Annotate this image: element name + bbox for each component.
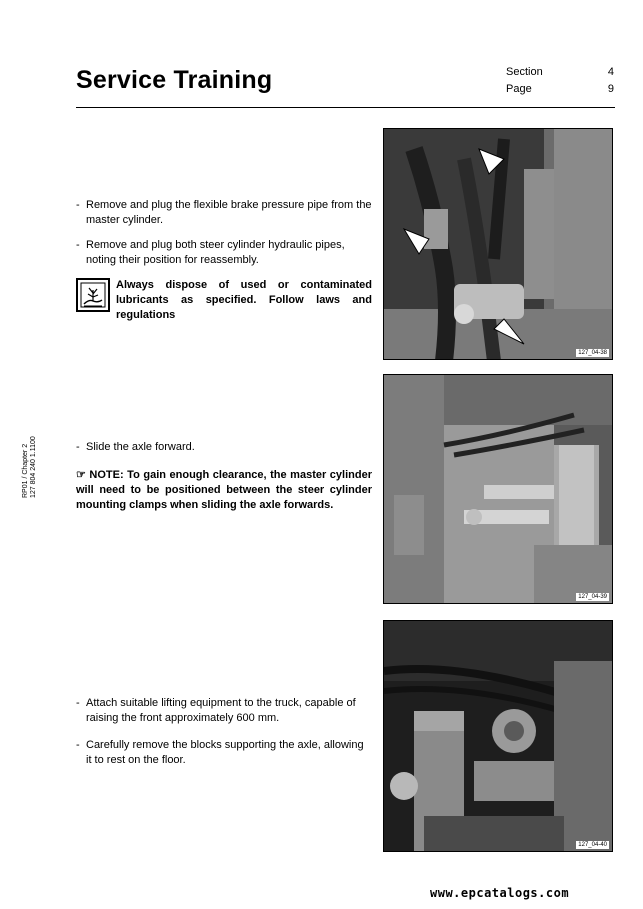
step-text: Slide the axle forward. xyxy=(86,441,195,453)
environment-hazard-icon xyxy=(76,278,110,312)
list-item: - Remove and plug both steer cylinder hydraulic pipes, noting their position for reassembly. xyxy=(76,238,372,268)
section-number: 4 xyxy=(607,66,614,78)
step-text: Carefully remove the blocks supporting the axle, allowing it to rest on the floor. xyxy=(86,739,364,766)
document-reference xyxy=(22,428,84,498)
photo-code: 127_04-39 xyxy=(578,594,607,600)
photo-axle-slide xyxy=(383,374,613,604)
reference-line-1: RP01 / Chapter 2 xyxy=(22,443,29,498)
step-text: Remove and plug the flexible brake pressure pipe from the master cylinder. xyxy=(86,199,372,226)
instructions-block-1 xyxy=(76,198,372,323)
watermark-url: www.epcatalogs.com xyxy=(430,886,570,900)
list-item: - Carefully remove the blocks supporting the axle, allowing it to rest on the floor. xyxy=(76,738,372,768)
note xyxy=(76,468,372,513)
photo-code: 127_04-38 xyxy=(578,350,607,356)
note-text: NOTE: To gain enough clearance, the master cylinder will need to be positioned between the steer cylinder mounting clamps when sliding the axle forwards. xyxy=(76,469,372,511)
reference-line-2: 127 804 240 1.1100 xyxy=(30,436,37,498)
photo-lifting xyxy=(383,620,613,852)
pointing-hand-icon: ☞ xyxy=(76,469,86,481)
step-text: Attach suitable lifting equipment to the truck, capable of raising the front approximately 600 mm. xyxy=(86,697,356,724)
page-title: Service Training xyxy=(76,66,273,94)
section-page-info xyxy=(506,64,614,98)
instructions-block-2 xyxy=(76,440,372,513)
environment-warning xyxy=(76,278,372,323)
header-rule xyxy=(76,107,615,108)
page-label: Page xyxy=(506,83,532,95)
list-item: - Slide the axle forward. xyxy=(76,441,195,453)
instructions-block-3 xyxy=(76,696,372,778)
photo-brake-pipes xyxy=(383,128,613,360)
warning-text: Always dispose of used or contaminated lubricants as specified. Follow laws and regulations xyxy=(116,279,372,321)
section-label: Section xyxy=(506,66,543,78)
list-item: - Remove and plug the flexible brake pressure pipe from the master cylinder. xyxy=(76,199,372,226)
step-text: Remove and plug both steer cylinder hydraulic pipes, noting their position for reassembly. xyxy=(86,239,345,266)
photo-code: 127_04-40 xyxy=(578,842,607,848)
page-number: 9 xyxy=(607,83,614,95)
list-item: - Attach suitable lifting equipment to the truck, capable of raising the front approximately 600 mm. xyxy=(76,696,372,726)
